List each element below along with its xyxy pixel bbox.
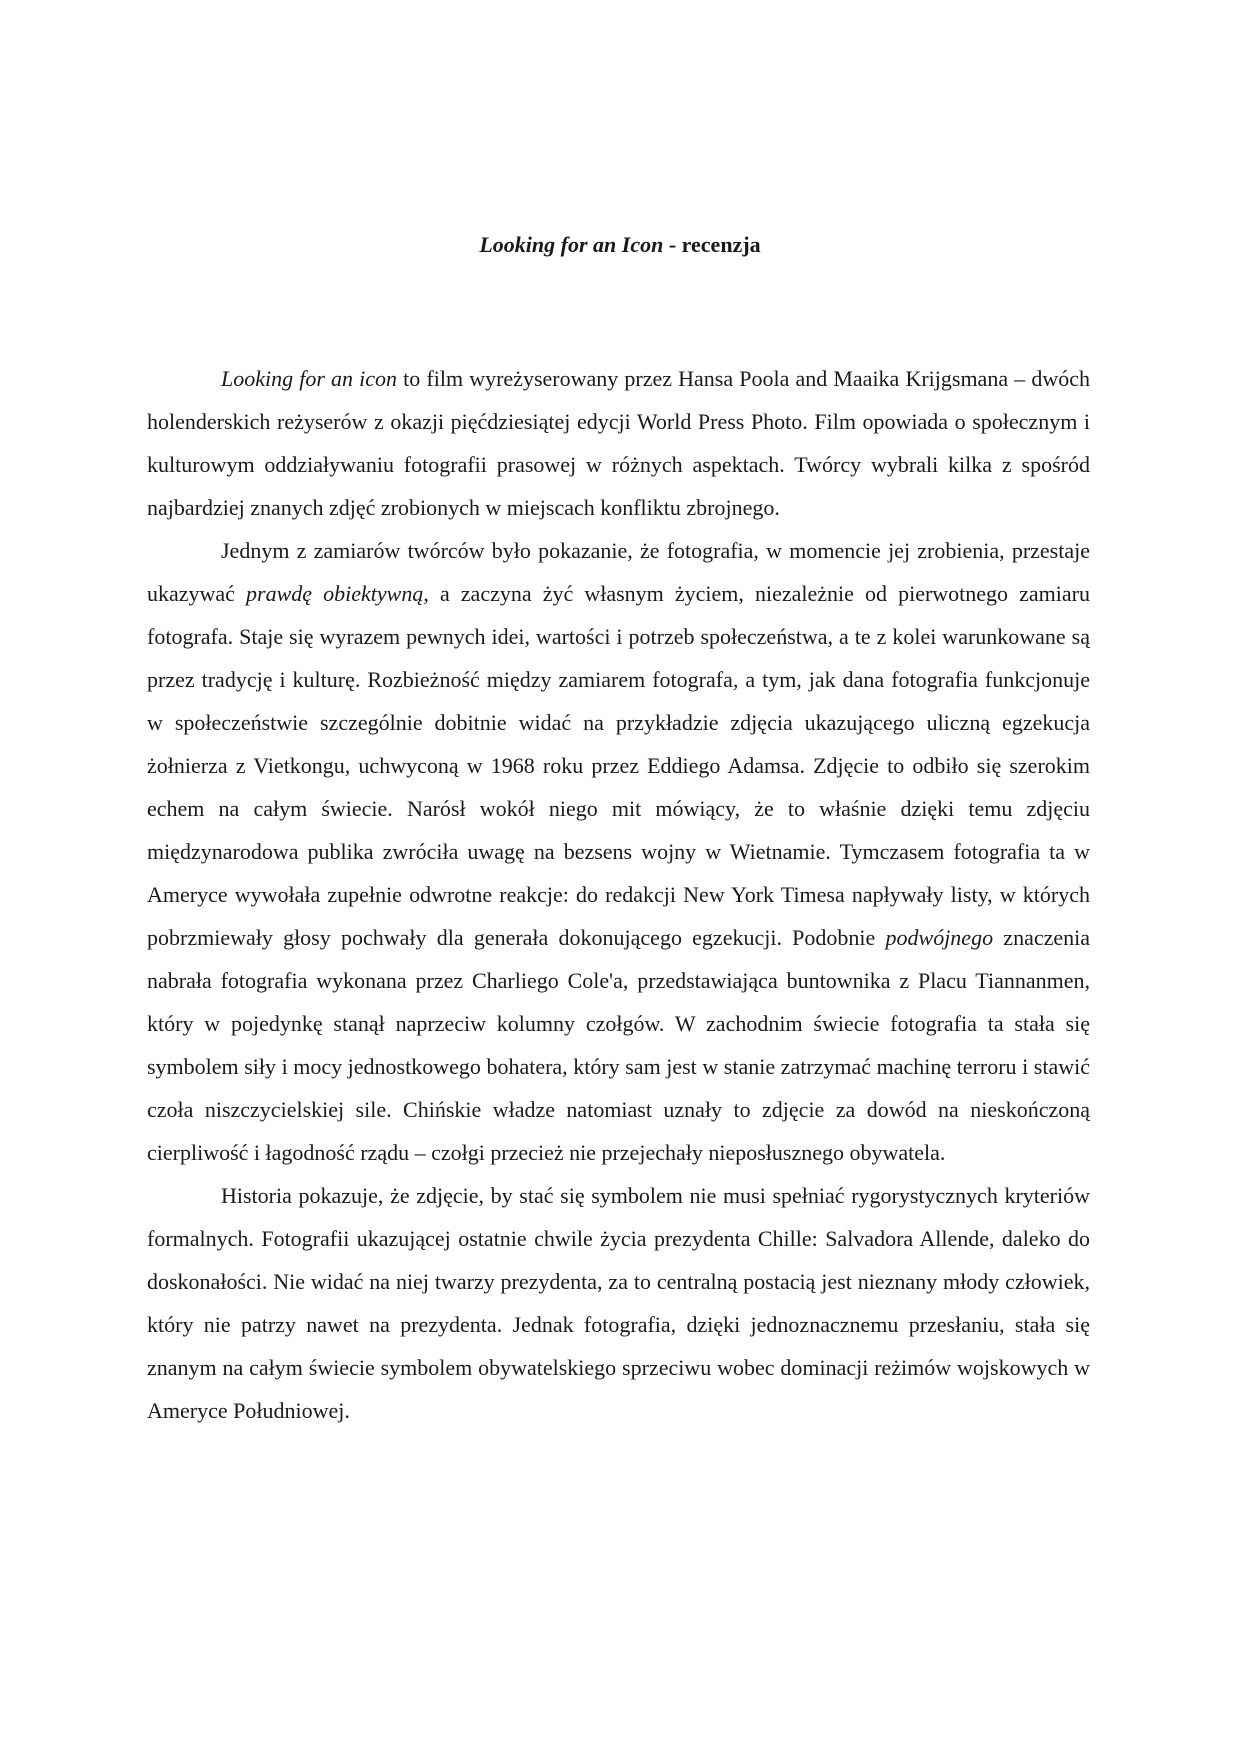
text-run: , a zaczyna żyć własnym życiem, niezależnie od pierwotnego zamiaru fotografa. Staje się wyrazem pewnych idei, wartości i potrzeb społeczeństwa, a te z kolei warunkowane są przez tradycję i kulturę. Rozbieżność między zamiarem fotografa, a tym, jak dana fotografia funkcjonuje w społeczeństwie szczególnie dobitnie widać na przykładzie zdjęcia ukazującego uliczną egzekucja żołnierza z Vietkongu, uchwyconą w 1968 roku przez Eddiego Adamsa. Zdjęcie to odbiło się szerokim echem na całym świecie. Narósł wokół niego mit mówiący, że to właśnie dzięki temu zdjęciu międzynarodowa publika zwróciła uwagę na bezsens wojny w Wietnamie. Tymczasem fotografia ta w Ameryce wywołała zupełnie odwrotne reakcje: do redakcji New York Timesa napływały listy, w których pobrzmiewały głosy pochwały dla generała dokonującego egzekucji. Podobnie bbox=[147, 581, 1090, 950]
paragraph bbox=[147, 529, 1090, 1174]
text-run: Historia pokazuje, że zdjęcie, by stać się symbolem nie musi spełniać rygorystycznych kryteriów formalnych. Fotografii ukazującej ostatnie chwile życia prezydenta Chille: Salvadora Allende, daleko do doskonałości. Nie widać na niej twarzy prezydenta, za to centralną postacią jest nieznany młody człowiek, który nie patrzy nawet na prezydenta. Jednak fotografia, dzięki jednoznacznemu przesłaniu, stała się znanym na całym świecie symbolem obywatelskiego sprzeciwu wobec dominacji reżimów wojskowych w Ameryce Południowej. bbox=[147, 1183, 1090, 1423]
paragraph bbox=[147, 357, 1090, 529]
paragraph bbox=[147, 1174, 1090, 1432]
text-run: Jednym z zamiarów twórców było pokazanie, że fotografia, w momencie jej zrobienia, przestaje ukazywać bbox=[147, 538, 1090, 606]
document-body bbox=[147, 357, 1090, 1432]
title-rest: - recenzja bbox=[663, 232, 761, 257]
text-run: znaczenia nabrała fotografia wykonana przez Charliego Cole'a, przedstawiająca buntownika z Placu Tiannanmen, który w pojedynkę stanął naprzeciw kolumny czołgów. W zachodnim świecie fotografia ta stała się symbolem siły i mocy jednostkowego bohatera, który sam jest w stanie zatrzymać machinę terroru i stawić czoła niszczycielskiej sile. Chińskie władze natomiast uznały to zdjęcie za dowód na nieskończoną cierpliwość i łagodność rządu – czołgi przecież nie przejechały nieposłusznego obywatela. bbox=[147, 925, 1091, 1165]
document-title bbox=[0, 232, 1240, 258]
text-run: Looking for an icon bbox=[221, 366, 398, 391]
title-italic: Looking for an Icon bbox=[479, 232, 664, 257]
text-run: prawdę obiektywną bbox=[246, 581, 424, 606]
text-run: to film wyreżyserowany przez Hansa Poola and Maaika Krijgsmana – dwóch holenderskich reżyserów z okazji pięćdziesiątej edycji World Press Photo. Film opowiada o społecznym i kulturowym oddziaływaniu fotografii prasowej w różnych aspektach. Twórcy wybrali kilka z spośród najbardziej znanych zdjęć zrobionych w miejscach konfliktu zbrojnego. bbox=[147, 366, 1090, 520]
text-run: podwójnego bbox=[885, 925, 994, 950]
